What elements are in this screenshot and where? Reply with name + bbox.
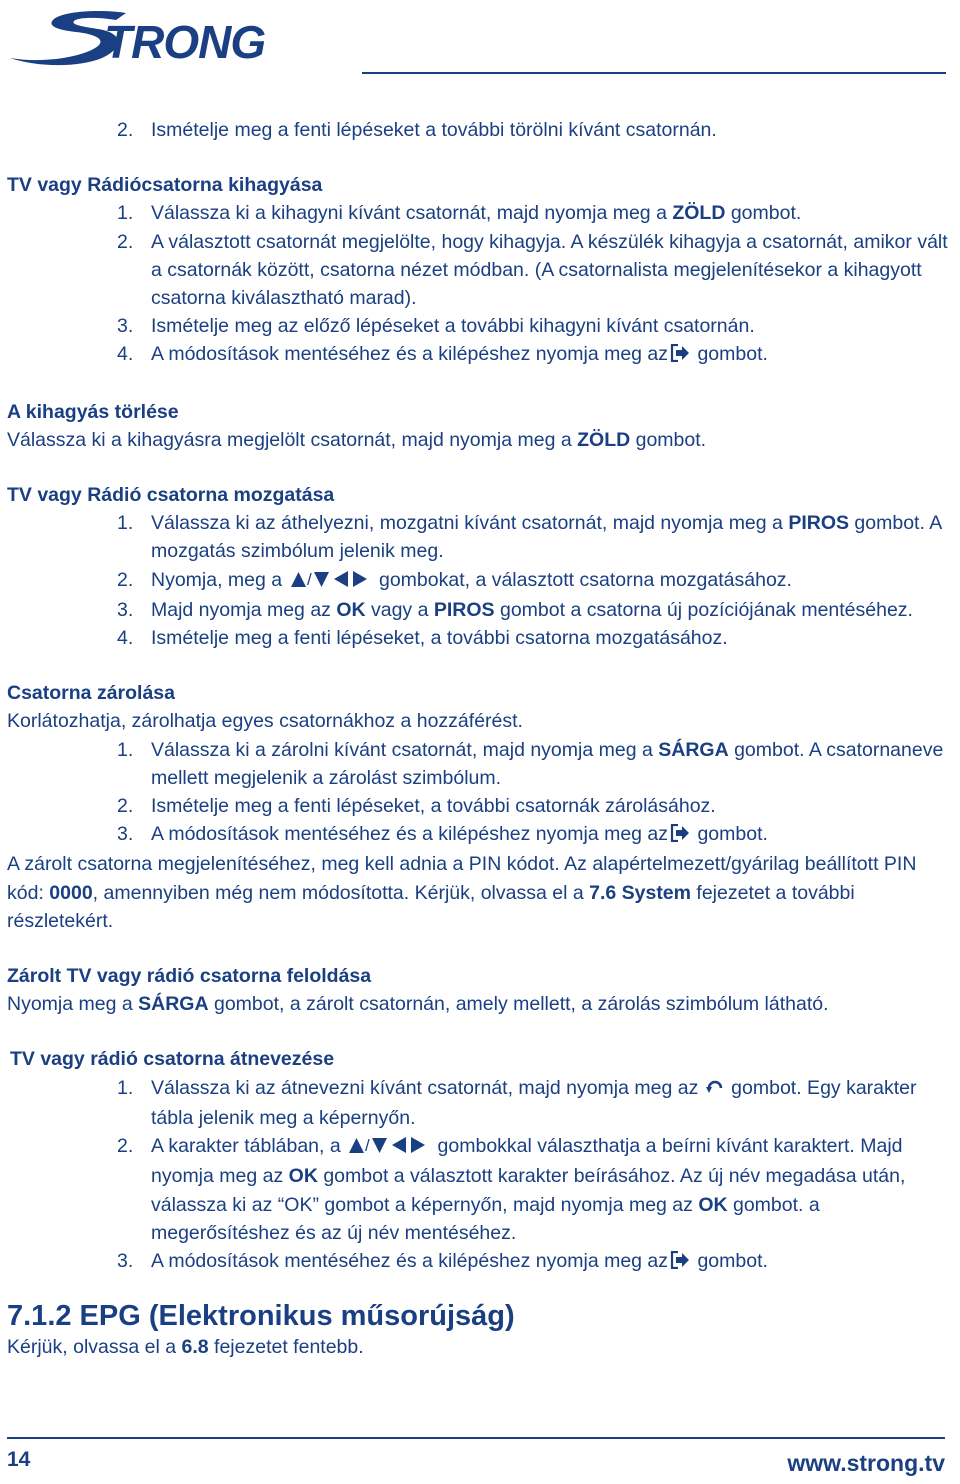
- list-item: 2. Nyomja, meg a / gombokat, a választott csatorna mozgatásához.: [7, 566, 952, 596]
- list-item: 2. A karakter táblában, a / gombokkal választhatja a beírni kívánt karaktert. Majd nyomja meg az OK gombot a választott karakter beírásához. Az új név megadása után, válassza ki az “OK” gombot a képernyőn, majd nyomja meg az OK gombot. a megerősítéshez és az új név mentéséhez.: [117, 1135, 906, 1244]
- footer-rule: [7, 1437, 945, 1439]
- list-item: 1. Válassza ki a zárolni kívánt csatornát, majd nyomja meg a SÁRGA gombot. A csatornaneve mellett megjelenik a zárolást szimbólum.: [117, 738, 944, 789]
- section-title: TV vagy Rádió csatorna mozgatása: [7, 484, 335, 507]
- section-title: Zárolt TV vagy rádió csatorna feloldása: [7, 965, 372, 988]
- exit-icon: [670, 822, 690, 850]
- list-item: 1. Válassza ki az áthelyezni, mozgatni kívánt csatornát, majd nyomja meg a PIROS gombot. A mozgatás szimbólum jelenik meg.: [117, 512, 942, 563]
- section-title: TV vagy rádió csatorna átnevezése: [10, 1048, 335, 1071]
- intro-list: [7, 116, 952, 144]
- list-item: 2. A választott csatornát megjelölte, hogy kihagyja. A készülék kihagyja a csatornát, amikor vált a csatornák között, csatorna nézet módban. (A csatornalista megjelenítésekor a kihagyott csatorna kiválasztható marad).: [117, 230, 948, 310]
- strong-logo: [6, 6, 306, 73]
- arrow-keys-icon: [348, 1134, 430, 1162]
- list-item: 4. Ismételje meg a fenti lépéseket, a további csatorna mozgatásához.: [117, 627, 728, 650]
- section-unskip: [7, 398, 952, 454]
- header-rule: [362, 72, 946, 74]
- section-epg: [7, 1299, 952, 1361]
- section-skip: [7, 171, 952, 370]
- section-move: [7, 481, 952, 652]
- paragraph: Kérjük, olvassa el a 6.8 fejezetet fentebb.: [7, 1336, 364, 1359]
- exit-icon: [670, 342, 690, 370]
- paragraph: A zárolt csatorna megjelenítéséhez, meg kell adnia a PIN kódot. Az alapértelmezett/gyárilag beállított PIN kód: 0000, amennyiben még nem módosította. Kérjük, olvassa el a 7.6 System fejezetet a további részletekért.: [7, 853, 917, 932]
- paragraph: Korlátozhatja, zárolhatja egyes csatornákhoz a hozzáférést.: [7, 710, 523, 733]
- list-item: 2. Ismételje meg a fenti lépéseket, a további csatornák zárolásához.: [117, 795, 716, 818]
- exit-icon: [670, 1249, 690, 1277]
- list-item: 3. Majd nyomja meg az OK vagy a PIROS gombot a csatorna új pozíciójának mentéséhez.: [117, 598, 913, 621]
- svg-text:/: /: [306, 569, 312, 588]
- paragraph: Válassza ki a kihagyásra megjelölt csatornát, majd nyomja meg a ZÖLD gombot.: [7, 428, 707, 451]
- list-item: 3. A módosítások mentéséhez és a kilépéshez nyomja meg az gombot.: [7, 1247, 952, 1277]
- arrow-keys-icon: [290, 568, 372, 596]
- page-content: [7, 116, 952, 1361]
- section-unlock: [7, 962, 952, 1018]
- list-item: 3. A módosítások mentéséhez és a kilépéshez nyomja meg az gombot.: [7, 820, 952, 850]
- section-lock: [7, 679, 952, 935]
- chapter-title: 7.1.2 EPG (Elektronikus műsorújság): [7, 1300, 515, 1333]
- section-title: TV vagy Rádiócsatorna kihagyása: [7, 174, 323, 197]
- list-item: 3. Ismételje meg az előző lépéseket a további kihagyni kívánt csatornán.: [117, 315, 755, 338]
- list-item: 1. Válassza ki a kihagyni kívánt csatornát, majd nyomja meg a ZÖLD gombot.: [117, 202, 802, 225]
- svg-text:TRONG: TRONG: [104, 16, 266, 68]
- section-title: A kihagyás törlése: [7, 400, 179, 423]
- section-title: Csatorna zárolása: [7, 682, 175, 705]
- list-item: 1. Válassza ki az átnevezni kívánt csatornát, majd nyomja meg az gombot. Egy karakter tábla jelenik meg a képernyőn.: [117, 1076, 917, 1129]
- list-item: 4. A módosítások mentéséhez és a kilépéshez nyomja meg az gombot.: [7, 340, 952, 370]
- svg-text:/: /: [365, 1136, 370, 1155]
- recall-icon: [706, 1076, 724, 1104]
- website-link[interactable]: www.strong.tv: [787, 1450, 945, 1476]
- paragraph: Nyomja meg a SÁRGA gombot, a zárolt csatornán, amely mellett, a zárolás szimbólum látható.: [7, 993, 829, 1016]
- list-item: 2. Ismételje meg a fenti lépéseket a további törölni kívánt csatornán.: [117, 119, 717, 141]
- page-number: 14: [7, 1448, 31, 1471]
- section-rename: [7, 1045, 952, 1277]
